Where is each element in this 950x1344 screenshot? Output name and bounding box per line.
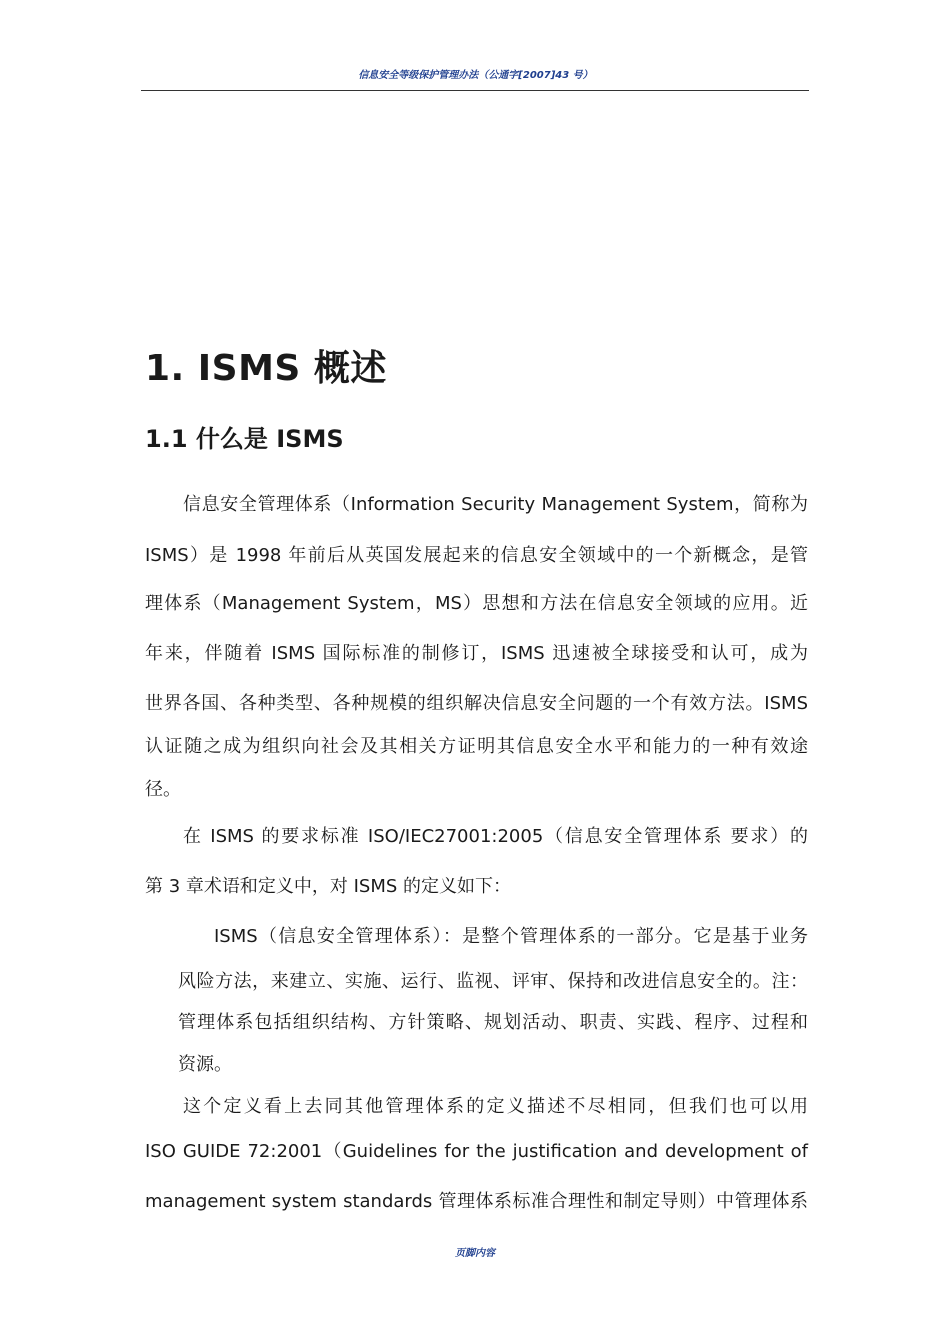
page-footer: 页脚内容 xyxy=(455,1248,495,1259)
paragraph-line: management system standards 管理体系标准合理性和制定导则）中管理体系 xyxy=(145,1191,808,1212)
paragraph-line: ISMS）是 1998 年前后从英国发展起来的信息安全领域中的一个新概念，是管 xyxy=(145,545,808,566)
paragraph-line: 这个定义看上去同其他管理体系的定义描述不尽相同，但我们也可以用 xyxy=(183,1096,808,1117)
definition-line: 资源。 xyxy=(178,1054,232,1075)
paragraph-line: 认证随之成为组织向社会及其相关方证明其信息安全水平和能力的一种有效途 xyxy=(145,736,808,757)
page-header: 信息安全等级保护管理办法（公通字[2007]43 号） xyxy=(358,70,593,81)
paragraph-line: 第 3 章术语和定义中，对 ISMS 的定义如下： xyxy=(145,876,512,897)
section-heading: 1.1 什么是 ISMS xyxy=(145,425,344,453)
definition-line: 风险方法，来建立、实施、运行、监视、评审、保持和改进信息安全的。注： xyxy=(178,971,808,992)
paragraph-line: ISO GUIDE 72:2001（Guidelines for the justification and development of xyxy=(145,1141,808,1162)
paragraph-line: 世界各国、各种类型、各种规模的组织解决信息安全问题的一个有效方法。ISMS xyxy=(145,693,808,714)
paragraph-line: 在 ISMS 的要求标准 ISO/IEC27001:2005（信息安全管理体系 要求）的 xyxy=(183,826,808,847)
paragraph-line: 理体系（Management System，MS）思想和方法在信息安全领域的应用。近 xyxy=(145,593,808,614)
paragraph-line: 年来，伴随着 ISMS 国际标准的制修订，ISMS 迅速被全球接受和认可，成为 xyxy=(145,643,808,664)
header-divider xyxy=(141,90,809,91)
chapter-heading: 1. ISMS 概述 xyxy=(145,348,387,389)
paragraph-line: 信息安全管理体系（Information Security Management System，简称为 xyxy=(183,494,808,515)
definition-line: 管理体系包括组织结构、方针策略、规划活动、职责、实践、程序、过程和 xyxy=(178,1012,808,1033)
definition-line: ISMS（信息安全管理体系）：是整个管理体系的一部分。它是基于业务 xyxy=(214,926,808,947)
paragraph-line: 径。 xyxy=(145,779,181,800)
